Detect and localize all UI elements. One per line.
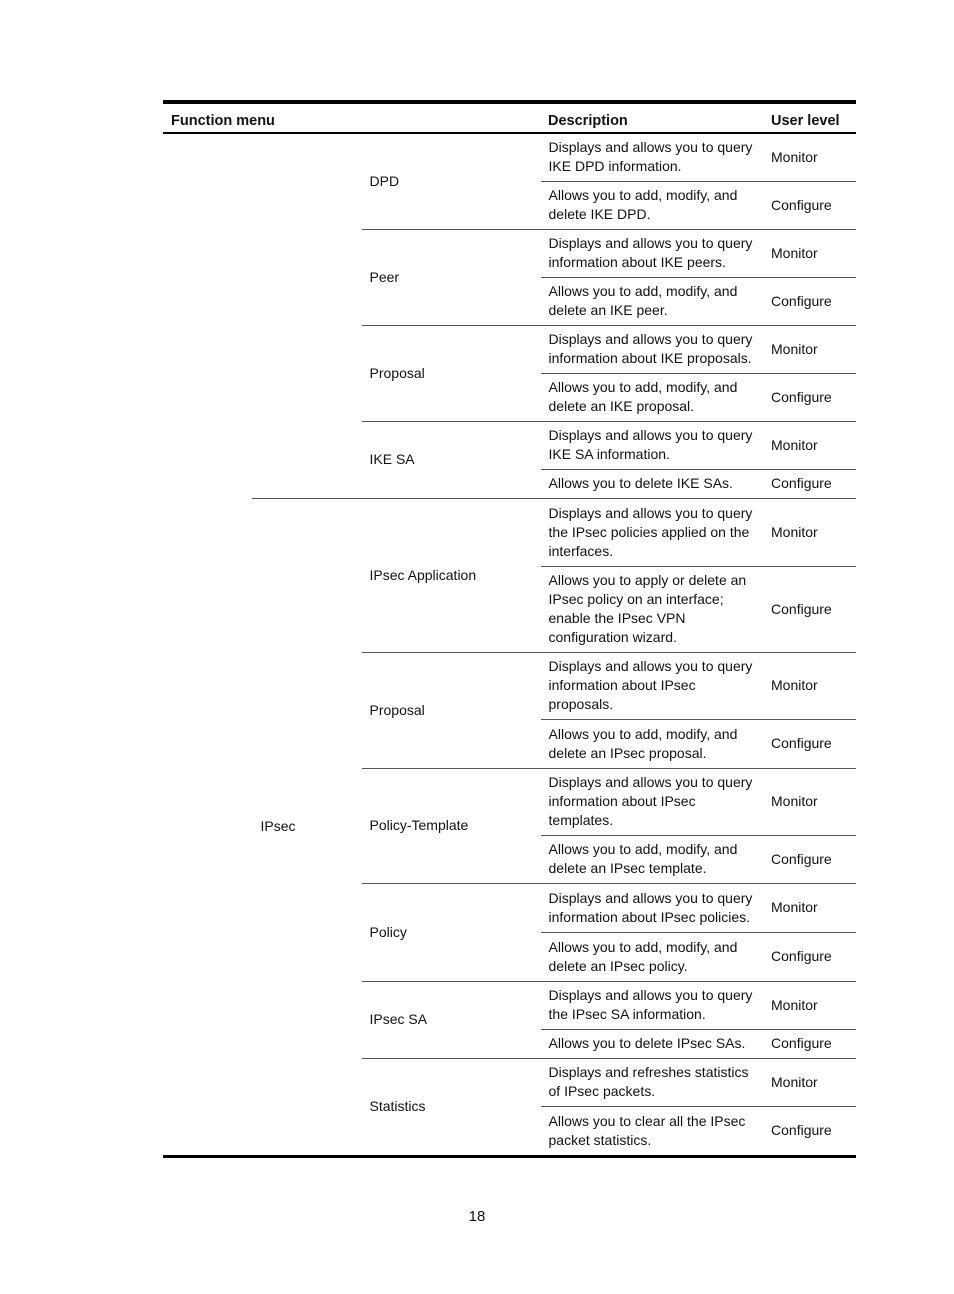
- user-level-cell: Configure: [771, 1122, 832, 1138]
- user-level-cell: Configure: [763, 566, 856, 652]
- menu-item-cell: DPD: [361, 133, 540, 229]
- menu-item-cell: Proposal: [361, 325, 540, 421]
- description-cell: Allows you to apply or delete an IPsec policy on an interface; enable the IPsec VPN configuration wizard.: [540, 566, 763, 652]
- description-cell: Allows you to add, modify, and delete IKE DPD.: [540, 181, 763, 229]
- user-level-cell: Configure: [763, 1029, 856, 1058]
- description-cell: Displays and allows you to query IKE SA information.: [540, 421, 763, 469]
- description-cell: Allows you to add, modify, and delete an IKE peer.: [540, 277, 763, 325]
- user-level-cell: Monitor: [763, 325, 856, 373]
- user-level-cell: Configure: [763, 932, 856, 981]
- description-cell: Allows you to add, modify, and delete an IPsec policy.: [540, 932, 763, 981]
- user-level-cell: Monitor: [763, 229, 856, 277]
- menu-item-cell: Policy-Template: [361, 768, 540, 883]
- user-level-cell: Configure: [763, 373, 856, 421]
- description-cell: Displays and allows you to query information about IPsec templates.: [540, 768, 763, 835]
- description-cell: Displays and allows you to query information about IPsec policies.: [540, 883, 763, 932]
- table-row: [163, 498, 856, 566]
- description-cell: Allows you to delete IKE SAs.: [540, 469, 763, 498]
- user-level-cell: Configure: [763, 835, 856, 883]
- table-row: [163, 133, 856, 181]
- menu-item-cell: Policy: [361, 883, 540, 981]
- description-cell: Allows you to clear all the IPsec packet statistics.: [548, 1112, 746, 1148]
- menu-item-cell: IPsec SA: [361, 981, 540, 1058]
- description-cell: Displays and allows you to query the IPsec SA information.: [540, 981, 763, 1029]
- header-description: Description: [540, 102, 763, 133]
- user-level-cell: Monitor: [763, 768, 856, 835]
- description-cell: Allows you to add, modify, and delete an IPsec template.: [540, 835, 763, 883]
- description-cell: Displays and allows you to query information about IPsec proposals.: [540, 652, 763, 719]
- description-cell: Displays and allows you to query the IPsec policies applied on the interfaces.: [540, 498, 763, 566]
- user-level-cell: Monitor: [763, 133, 856, 181]
- user-level-cell: Monitor: [763, 498, 856, 566]
- description-cell: Displays and refreshes statistics of IPsec packets.: [540, 1058, 763, 1106]
- group-cell: IPsec: [252, 498, 361, 1156]
- description-cell: Displays and allows you to query information about IKE peers.: [540, 229, 763, 277]
- description-cell: Allows you to add, modify, and delete an IPsec proposal.: [540, 719, 763, 768]
- user-level-cell: Monitor: [763, 652, 856, 719]
- user-level-cell: Configure: [763, 277, 856, 325]
- table-body: [163, 133, 856, 1156]
- menu-item-cell: Statistics: [361, 1058, 540, 1156]
- menu-item-cell: IPsec Application: [361, 498, 540, 652]
- user-level-cell: Configure: [763, 181, 856, 229]
- user-level-cell: Monitor: [763, 883, 856, 932]
- function-menu-top-cell: [163, 133, 252, 1156]
- description-cell: Allows you to delete IPsec SAs.: [540, 1029, 763, 1058]
- header-user-level: User level: [763, 102, 856, 133]
- table-header-row: [163, 102, 856, 133]
- description-cell: Displays and allows you to query information about IKE proposals.: [540, 325, 763, 373]
- user-level-cell: Configure: [763, 469, 856, 498]
- header-function-menu: Function menu: [163, 102, 540, 133]
- menu-item-cell: Proposal: [361, 652, 540, 768]
- function-menu-table: [163, 100, 856, 1158]
- description-cell: Displays and allows you to query IKE DPD information.: [540, 133, 763, 181]
- user-level-cell: Configure: [763, 719, 856, 768]
- user-level-cell: Monitor: [763, 1058, 856, 1106]
- group-cell: [252, 133, 361, 498]
- description-cell: Allows you to add, modify, and delete an IKE proposal.: [540, 373, 763, 421]
- menu-item-cell: IKE SA: [361, 421, 540, 498]
- user-level-cell: Monitor: [763, 981, 856, 1029]
- menu-item-cell: Peer: [361, 229, 540, 325]
- user-level-cell: Monitor: [763, 421, 856, 469]
- page-number: 18: [468, 1208, 486, 1225]
